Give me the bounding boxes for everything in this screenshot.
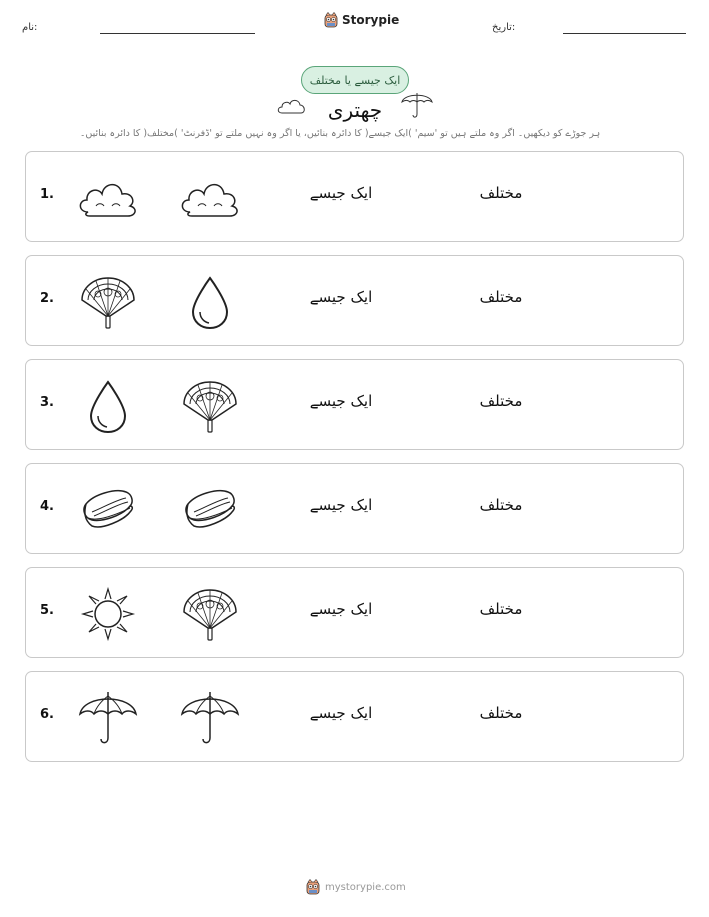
worksheet-row — [25, 567, 684, 658]
row-number: 6. — [40, 707, 54, 722]
row-number: 5. — [40, 603, 54, 618]
same-option[interactable]: ایک جیسے — [309, 600, 373, 618]
footer — [306, 879, 406, 895]
umbrella-icon — [178, 690, 242, 746]
sun-icon — [76, 586, 140, 642]
same-option[interactable]: ایک جیسے — [309, 184, 373, 202]
cloud-icon — [178, 170, 242, 226]
brand-name: Storypie — [342, 13, 400, 27]
owl-mascot-icon — [306, 879, 320, 895]
date-line[interactable] — [563, 33, 686, 34]
name-line[interactable] — [100, 33, 255, 34]
row-number: 1. — [40, 187, 54, 202]
water-drop-icon — [178, 274, 242, 330]
owl-mascot-icon — [324, 12, 338, 28]
worksheet-row — [25, 255, 684, 346]
row-number: 4. — [40, 499, 54, 514]
footer-url[interactable]: mystorypie.com — [325, 881, 406, 893]
cloud-icon — [76, 170, 140, 226]
umbrella-icon — [400, 90, 434, 120]
hand-fan-icon — [178, 378, 242, 434]
instructions: ہر جوڑے کو دیکھیں۔ اگر وہ ملتے ہیں تو 'سیم' )ایک جیسے( کا دائرہ بنائیں، یا اگر وہ نہیں ملتے تو 'ڈفرنٹ' )مختلف( کا دائرہ بنائیں۔ — [79, 128, 601, 139]
different-option[interactable]: مختلف — [479, 288, 523, 306]
different-option[interactable]: مختلف — [479, 496, 523, 514]
worksheet-row — [25, 671, 684, 762]
towel-icon — [76, 482, 140, 538]
row-number: 3. — [40, 395, 54, 410]
different-option[interactable]: مختلف — [479, 600, 523, 618]
worksheet-row — [25, 151, 684, 242]
hand-fan-icon — [76, 274, 140, 330]
different-option[interactable]: مختلف — [479, 704, 523, 722]
towel-icon — [178, 482, 242, 538]
activity-badge: ایک جیسے یا مختلف — [301, 66, 409, 94]
hand-fan-icon — [178, 586, 242, 642]
umbrella-icon — [76, 690, 140, 746]
date-label: تاریخ: — [492, 22, 516, 33]
water-drop-icon — [76, 378, 140, 434]
worksheet-row — [25, 359, 684, 450]
same-option[interactable]: ایک جیسے — [309, 496, 373, 514]
same-option[interactable]: ایک جیسے — [309, 392, 373, 410]
row-number: 2. — [40, 291, 54, 306]
name-label: نام: — [22, 22, 38, 33]
different-option[interactable]: مختلف — [479, 392, 523, 410]
different-option[interactable]: مختلف — [479, 184, 523, 202]
same-option[interactable]: ایک جیسے — [309, 288, 373, 306]
brand-logo — [324, 12, 399, 28]
worksheet-row — [25, 463, 684, 554]
page-title: چھتری — [327, 98, 383, 122]
same-option[interactable]: ایک جیسے — [309, 704, 373, 722]
